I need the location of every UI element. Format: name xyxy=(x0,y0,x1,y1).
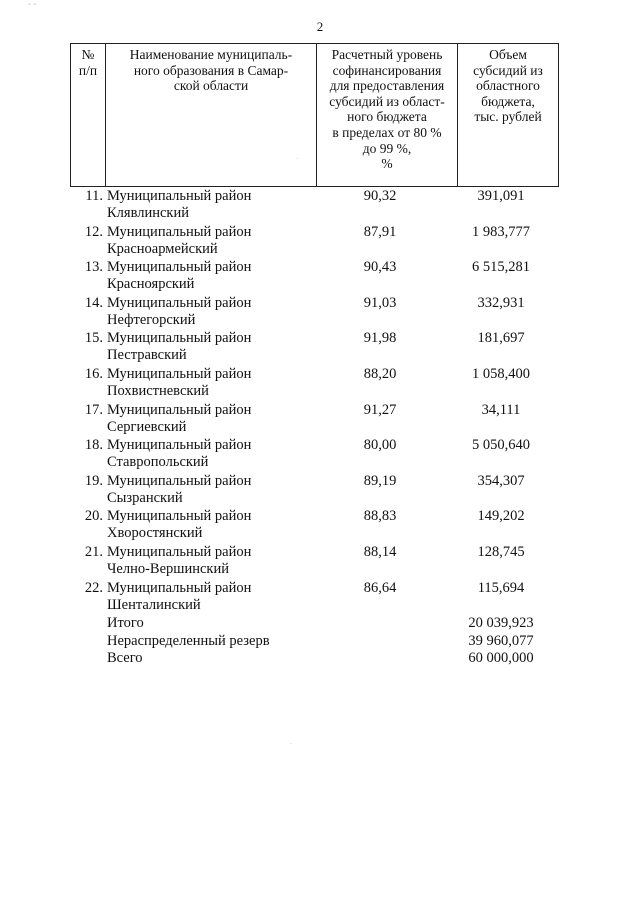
row-name-line: Челно-Вершинский xyxy=(107,560,229,577)
header-text: бюджета, xyxy=(481,93,535,109)
row-volume: 5 050,640 xyxy=(472,437,530,454)
header-text: ской области xyxy=(173,78,249,94)
total-volume: 20 039,923 xyxy=(468,615,534,631)
row-volume: 391,091 xyxy=(477,188,525,204)
total-volume: 60 000,000 xyxy=(468,650,534,666)
total-label: Нераспределенный резерв xyxy=(107,632,270,649)
row-name-line: Муниципальный район xyxy=(107,330,252,347)
row-name xyxy=(107,402,307,436)
row-name-line: Сергиевский xyxy=(107,418,187,435)
header-text: Объем xyxy=(489,47,527,62)
header-text: тыс. рублей xyxy=(474,109,542,125)
row-name-line: Муниципальный район xyxy=(107,543,252,560)
header-text: ного бюджета xyxy=(347,109,427,125)
row-volume: 354,307 xyxy=(477,472,525,489)
row-name-line: Муниципальный район xyxy=(107,188,252,204)
row-name-line: Шенталинский xyxy=(107,596,201,613)
table-row xyxy=(0,402,640,438)
row-volume: 128,745 xyxy=(477,543,525,560)
header-text: субсидий из xyxy=(473,62,543,78)
header-text: до 99 %, xyxy=(362,140,412,156)
total-label: Всего xyxy=(107,650,143,666)
header-text: субсидий из област- xyxy=(329,93,445,109)
table-row xyxy=(0,330,640,366)
row-name-line: Клявлинский xyxy=(107,205,189,221)
row-rate: 86,64 xyxy=(363,579,397,596)
row-number: 21. xyxy=(84,543,103,560)
row-name xyxy=(107,580,307,614)
header-volume xyxy=(458,44,558,186)
row-name-line: Муниципальный район xyxy=(107,259,252,276)
row-volume: 332,931 xyxy=(477,294,525,311)
scan-corner-mark: ˆ ˆ xyxy=(28,2,37,12)
row-number: 19. xyxy=(84,472,103,489)
scan-speck: · xyxy=(296,155,299,163)
row-name xyxy=(107,295,307,329)
total-row xyxy=(0,615,640,633)
row-name xyxy=(107,508,307,542)
row-number: 12. xyxy=(84,223,103,240)
row-volume: 115,694 xyxy=(477,579,525,596)
row-number: 11. xyxy=(85,188,103,204)
row-rate: 88,14 xyxy=(363,543,397,560)
header-text: в пределах от 80 % xyxy=(332,124,442,140)
row-volume: 1 058,400 xyxy=(472,365,530,382)
row-rate: 88,20 xyxy=(363,365,397,382)
row-number: 16. xyxy=(84,365,103,382)
row-name-line: Муниципальный район xyxy=(107,472,252,489)
row-number: 20. xyxy=(84,508,103,525)
total-label: Итого xyxy=(107,615,144,631)
header-text: софинансирования xyxy=(332,62,442,78)
row-rate: 88,83 xyxy=(363,508,397,525)
row-rate: 91,98 xyxy=(363,330,397,347)
totals-block xyxy=(0,615,640,668)
row-name-line: Муниципальный район xyxy=(107,401,252,418)
header-number xyxy=(71,44,106,186)
row-number: 18. xyxy=(84,437,103,454)
row-volume: 181,697 xyxy=(477,330,525,347)
row-rate: 89,19 xyxy=(363,472,397,489)
row-name-line: Хворостянский xyxy=(107,525,203,542)
row-name-line: Пестравский xyxy=(107,347,187,364)
row-name-line: Красноармейский xyxy=(107,240,218,257)
row-name xyxy=(107,437,307,471)
row-name-line: Муниципальный район xyxy=(107,294,252,311)
header-text: Расчетный уровень xyxy=(331,47,443,62)
header-text: областного xyxy=(476,78,540,94)
table-row xyxy=(0,188,640,224)
row-name xyxy=(107,544,307,578)
table-body xyxy=(0,188,640,615)
header-name xyxy=(106,44,317,186)
row-name-line: Нефтегорский xyxy=(107,311,196,328)
row-volume: 34,111 xyxy=(481,401,521,418)
table-row xyxy=(0,295,640,331)
table-row xyxy=(0,544,640,580)
row-name xyxy=(107,330,307,364)
header-rate xyxy=(317,44,458,186)
row-rate: 80,00 xyxy=(363,437,397,454)
header-text: для предоставления xyxy=(329,78,445,94)
row-rate: 90,32 xyxy=(363,188,397,204)
total-volume: 39 960,077 xyxy=(468,632,534,649)
row-number: 15. xyxy=(84,330,103,347)
header-text: п/п xyxy=(78,62,98,78)
row-name-line: Муниципальный район xyxy=(107,437,252,454)
table-row xyxy=(0,508,640,544)
row-name-line: Муниципальный район xyxy=(107,365,252,382)
table-row xyxy=(0,473,640,509)
scan-speck: · xyxy=(290,740,293,748)
row-rate: 91,03 xyxy=(363,294,397,311)
table-row xyxy=(0,224,640,260)
row-name xyxy=(107,224,307,258)
table-row xyxy=(0,259,640,295)
table-row xyxy=(0,437,640,473)
row-volume: 149,202 xyxy=(477,508,525,525)
row-number: 17. xyxy=(84,401,103,418)
total-row xyxy=(0,650,640,668)
header-text: % xyxy=(381,156,393,172)
row-name xyxy=(107,188,307,222)
row-name-line: Ставропольский xyxy=(107,454,209,471)
table-row xyxy=(0,580,640,616)
row-volume: 1 983,777 xyxy=(472,223,530,240)
table-row xyxy=(0,366,640,402)
row-name xyxy=(107,366,307,400)
row-name xyxy=(107,473,307,507)
row-name-line: Сызранский xyxy=(107,489,183,506)
row-rate: 90,43 xyxy=(363,259,397,276)
row-volume: 6 515,281 xyxy=(472,259,530,276)
header-text: ного образования в Самар- xyxy=(133,62,289,78)
row-name-line: Муниципальный район xyxy=(107,579,252,596)
page-number: 2 xyxy=(316,19,324,34)
total-row xyxy=(0,633,640,651)
row-name-line: Похвистневский xyxy=(107,382,209,399)
row-rate: 91,27 xyxy=(363,401,397,418)
row-number: 22. xyxy=(84,579,103,596)
row-number: 13. xyxy=(84,259,103,276)
header-text: № xyxy=(81,47,95,62)
row-name-line: Муниципальный район xyxy=(107,508,252,525)
row-rate: 87,91 xyxy=(363,223,397,240)
row-name-line: Муниципальный район xyxy=(107,223,252,240)
table-header xyxy=(70,43,559,187)
header-text: Наименование муниципаль- xyxy=(129,47,293,62)
row-number: 14. xyxy=(84,294,103,311)
row-name-line: Красноярский xyxy=(107,276,195,293)
row-name xyxy=(107,259,307,293)
